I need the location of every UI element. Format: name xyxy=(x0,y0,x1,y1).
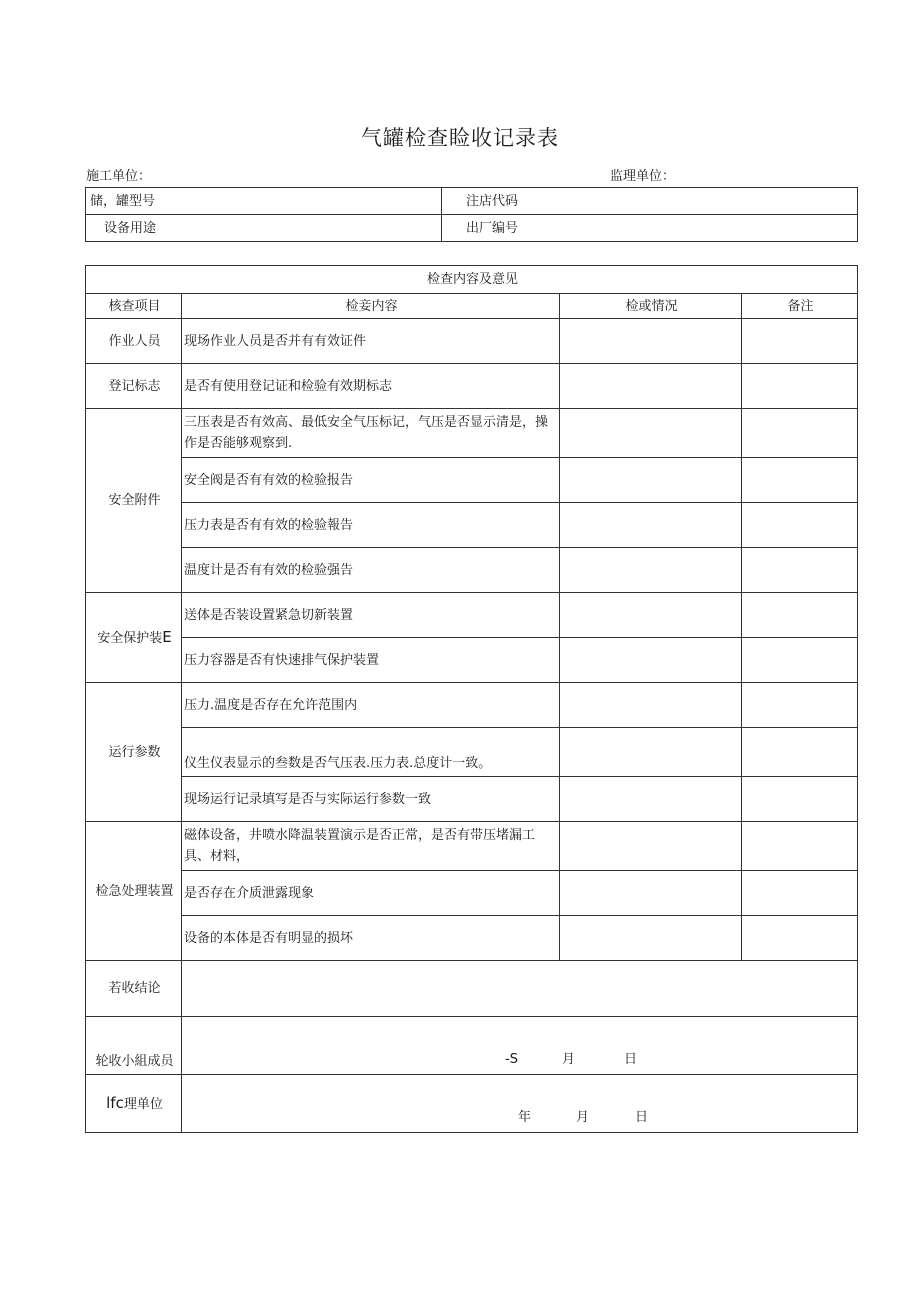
check-item: 现场作业人员是否并有有效证件 xyxy=(182,319,560,364)
result-cell[interactable] xyxy=(560,503,742,548)
category-cell: 运行参数 xyxy=(86,683,182,822)
check-item: 安全阀是否有有效的检验报告 xyxy=(182,458,560,503)
remark-cell[interactable] xyxy=(742,916,858,961)
conclusion-field[interactable] xyxy=(182,961,858,1017)
supervisor-field[interactable] xyxy=(182,1075,858,1133)
team-members-label: 轮收小組成员 xyxy=(86,1017,182,1075)
construction-unit-label: 施工单位： xyxy=(86,169,152,184)
result-cell[interactable] xyxy=(560,871,742,916)
remark-cell[interactable] xyxy=(742,593,858,638)
remark-cell[interactable] xyxy=(742,503,858,548)
result-cell[interactable] xyxy=(560,409,742,458)
remark-cell[interactable] xyxy=(742,458,858,503)
result-cell[interactable] xyxy=(560,822,742,871)
result-cell[interactable] xyxy=(560,364,742,409)
remark-cell[interactable] xyxy=(742,548,858,593)
category-cell: 作业人员 xyxy=(86,319,182,364)
check-item: 压力容器是否有快速排气保护装置 xyxy=(182,638,560,683)
remark-cell[interactable] xyxy=(742,319,858,364)
check-item: 现场运行记录填写是否与实际运行参数一致 xyxy=(182,777,560,822)
check-item: 送体是否装设置紧急切新装置 xyxy=(182,593,560,638)
category-cell: 登记标志 xyxy=(86,364,182,409)
category-cell: 安全附件 xyxy=(86,409,182,593)
remark-cell[interactable] xyxy=(742,638,858,683)
remark-cell[interactable] xyxy=(742,728,858,777)
conclusion-label: 若收结论 xyxy=(86,961,182,1017)
equipment-use-field[interactable]: 设备用途 xyxy=(86,215,442,242)
supervisor-label-text: 理单位 xyxy=(123,1096,163,1112)
check-item: 设备的本体是否有明显的损坏 xyxy=(182,916,560,961)
result-cell[interactable] xyxy=(560,548,742,593)
column-header: 检妾内容 xyxy=(182,294,560,319)
check-item: 三压表是否有效高、最低安全气压标记，气压是否显示清是，操作是否能够观察到. xyxy=(182,409,560,458)
remark-cell[interactable] xyxy=(742,777,858,822)
column-header: 检或情况 xyxy=(560,294,742,319)
check-item: 磁体设备，井喷水降温装置演示是否正常，是否有带压堵漏工具、材料， xyxy=(182,822,560,871)
category-cell: 检急处理装置 xyxy=(86,822,182,961)
result-cell[interactable] xyxy=(560,683,742,728)
team-members-field[interactable] xyxy=(182,1017,858,1075)
supervisor-label-prefix: lfc xyxy=(106,1093,124,1112)
supervisor-date-year: 年 xyxy=(518,1110,532,1125)
result-cell[interactable] xyxy=(560,916,742,961)
result-cell[interactable] xyxy=(560,458,742,503)
supervisor-date-day: 日 xyxy=(635,1110,649,1125)
inspection-table xyxy=(85,265,858,1133)
category-label: 安全保护装 xyxy=(97,630,163,646)
team-date-month: 月 xyxy=(562,1052,576,1067)
supervision-unit-label: 监理单位： xyxy=(610,169,676,184)
remark-cell[interactable] xyxy=(742,683,858,728)
check-item: 压力.温度是否存在允许范围内 xyxy=(182,683,560,728)
supervisor-label xyxy=(86,1075,182,1133)
team-date-year: -S xyxy=(505,1052,518,1067)
team-date-day: 日 xyxy=(624,1052,638,1067)
column-header: 备注 xyxy=(742,294,858,319)
result-cell[interactable] xyxy=(560,319,742,364)
result-cell[interactable] xyxy=(560,777,742,822)
check-item: 是否有使用登记证和检验有效期标志 xyxy=(182,364,560,409)
remark-cell[interactable] xyxy=(742,822,858,871)
result-cell[interactable] xyxy=(560,728,742,777)
check-item: 压力表是否有有效的检验報告 xyxy=(182,503,560,548)
supervisor-date-month: 月 xyxy=(576,1110,590,1125)
category-suffix: E xyxy=(162,627,172,646)
column-header: 核查项目 xyxy=(86,294,182,319)
remark-cell[interactable] xyxy=(742,409,858,458)
factory-number-field[interactable]: 出厂编号 xyxy=(442,215,858,242)
remark-cell[interactable] xyxy=(742,364,858,409)
result-cell[interactable] xyxy=(560,638,742,683)
equipment-info-table xyxy=(85,187,858,242)
check-item: 是否存在介质泄露现象 xyxy=(182,871,560,916)
tank-model-field[interactable]: 储，罐型号 xyxy=(86,188,442,215)
check-item: 温度计是否有有效的检验强告 xyxy=(182,548,560,593)
check-item: 仪生仪表显示的叁数是否气压表.压力表.总度计一致。 xyxy=(182,728,560,777)
table-heading: 检查内容及意见 xyxy=(86,266,858,294)
remark-cell[interactable] xyxy=(742,871,858,916)
page-title: 气罐检查睑收记录表 xyxy=(361,126,559,150)
result-cell[interactable] xyxy=(560,593,742,638)
category-cell xyxy=(86,593,182,683)
registration-code-field[interactable]: 注店代码 xyxy=(442,188,858,215)
